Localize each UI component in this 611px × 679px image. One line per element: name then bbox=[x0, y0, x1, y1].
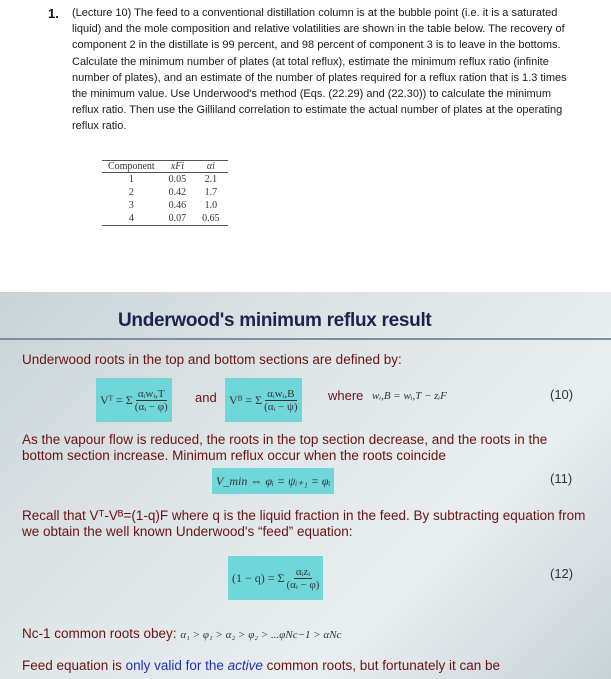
slide-title: Underwood's minimum reflux result bbox=[118, 310, 432, 331]
question-text: (Lecture 10) The feed to a conventional distillation column is at the bubble point (i.e. it is a saturated liquid) and the mole composition and relative volatilities are shown in the table below. The recovery of component 2 in the distillate is 99 percent, and 98 percent of component 3 is to leave in the bottoms. Calculate the minimum number of plates (at total reflux), estimate the minimum reflux ratio (infinite number of plates), and an estimate of the number of plates required for a reflux ration that is 1.3 times the minimum value. Use Underwood's method (Eqs. (22.29) and (22.30)) to calculate the minimum reflux ratio. Then use the Gilliland correlation to estimate the actual number of plates at the operating reflux ratio. bbox=[72, 7, 567, 133]
header-alpha: αi bbox=[194, 161, 228, 173]
where-text: where bbox=[328, 388, 364, 403]
question-section bbox=[0, 0, 611, 292]
cell: 2.1 bbox=[204, 174, 218, 185]
roots-inequality: α₁ > φ₁ > α₂ > φ₂ > ...φNc−1 > αNc bbox=[180, 629, 342, 641]
cell: 0.65 bbox=[194, 212, 228, 226]
equation-number-10: (10) bbox=[550, 387, 574, 402]
equation-vb bbox=[225, 378, 302, 422]
cell: 2 bbox=[128, 187, 134, 198]
cell: 0.42 bbox=[168, 187, 187, 198]
where-equation: wᵢ,B = wᵢ,T − zᵢF bbox=[372, 390, 447, 402]
eq-left: Vᵀ = Σ bbox=[100, 392, 133, 407]
equation-12 bbox=[228, 556, 323, 600]
lecture-slide bbox=[0, 292, 611, 679]
text: Feed equation is bbox=[22, 658, 126, 673]
denominator: (αᵢ − φ) bbox=[286, 578, 320, 591]
paragraph-2: As the vapour flow is reduced, the roots in the top section decrease, and the roots in the bottom section increase. Minimum reflux occur when the roots coincide bbox=[22, 432, 548, 463]
highlight-text: only valid for the bbox=[125, 658, 228, 673]
paragraph-5 bbox=[22, 658, 500, 674]
table-row bbox=[102, 173, 228, 187]
denominator: (αᵢ − φ) bbox=[134, 400, 168, 413]
roots-label: Nᴄ-1 common roots obey: bbox=[22, 626, 177, 641]
eq-left: (1 − q) = Σ bbox=[232, 570, 285, 585]
cell: 1 bbox=[128, 174, 134, 185]
numerator: αᵢwᵢ,B bbox=[267, 387, 295, 400]
equation-number-11: (11) bbox=[550, 471, 573, 486]
cell: 0.07 bbox=[161, 212, 195, 226]
question-number: 1. bbox=[48, 6, 59, 21]
component-table bbox=[102, 160, 228, 226]
numerator: αᵢzᵢ bbox=[295, 565, 311, 578]
and-text: and bbox=[195, 390, 217, 405]
cell: 1.7 bbox=[204, 187, 218, 198]
cell: 4 bbox=[102, 212, 161, 226]
table-row bbox=[102, 212, 228, 226]
denominator: (αᵢ − ψ) bbox=[264, 400, 298, 413]
table-header bbox=[102, 161, 228, 173]
fraction bbox=[264, 388, 297, 413]
header-component: Component bbox=[102, 161, 161, 173]
active-text: active bbox=[227, 658, 263, 673]
cell: 0.46 bbox=[168, 200, 187, 211]
fraction bbox=[287, 566, 320, 591]
cell: 0.05 bbox=[168, 174, 187, 185]
cell: 3 bbox=[128, 200, 134, 211]
numerator: αᵢwᵢ,T bbox=[137, 387, 165, 400]
equation-11: V_min ⇔ φᵢ = ψᵢ₊₁ = φᵢ bbox=[212, 468, 334, 494]
paragraph-4 bbox=[22, 626, 341, 643]
fraction bbox=[135, 388, 168, 413]
equation-number-12: (12) bbox=[550, 566, 574, 581]
title-divider bbox=[0, 338, 611, 340]
text: common roots, but fortunately it can be bbox=[262, 658, 501, 673]
paragraph-1: Underwood roots in the top and bottom sections are defined by: bbox=[22, 352, 402, 367]
table-row bbox=[102, 199, 228, 212]
paragraph-3: Recall that Vᵀ-Vᴮ=(1-q)F where q is the liquid fraction in the feed. By subtracting equation from we obtain the well known Underwood's “feed” equation: bbox=[22, 508, 586, 539]
equation-vt bbox=[96, 378, 172, 422]
table-row bbox=[102, 186, 228, 199]
cell: 1.0 bbox=[204, 200, 218, 211]
header-xf: xFi bbox=[161, 161, 195, 173]
eq-left: Vᴮ = Σ bbox=[229, 392, 263, 407]
